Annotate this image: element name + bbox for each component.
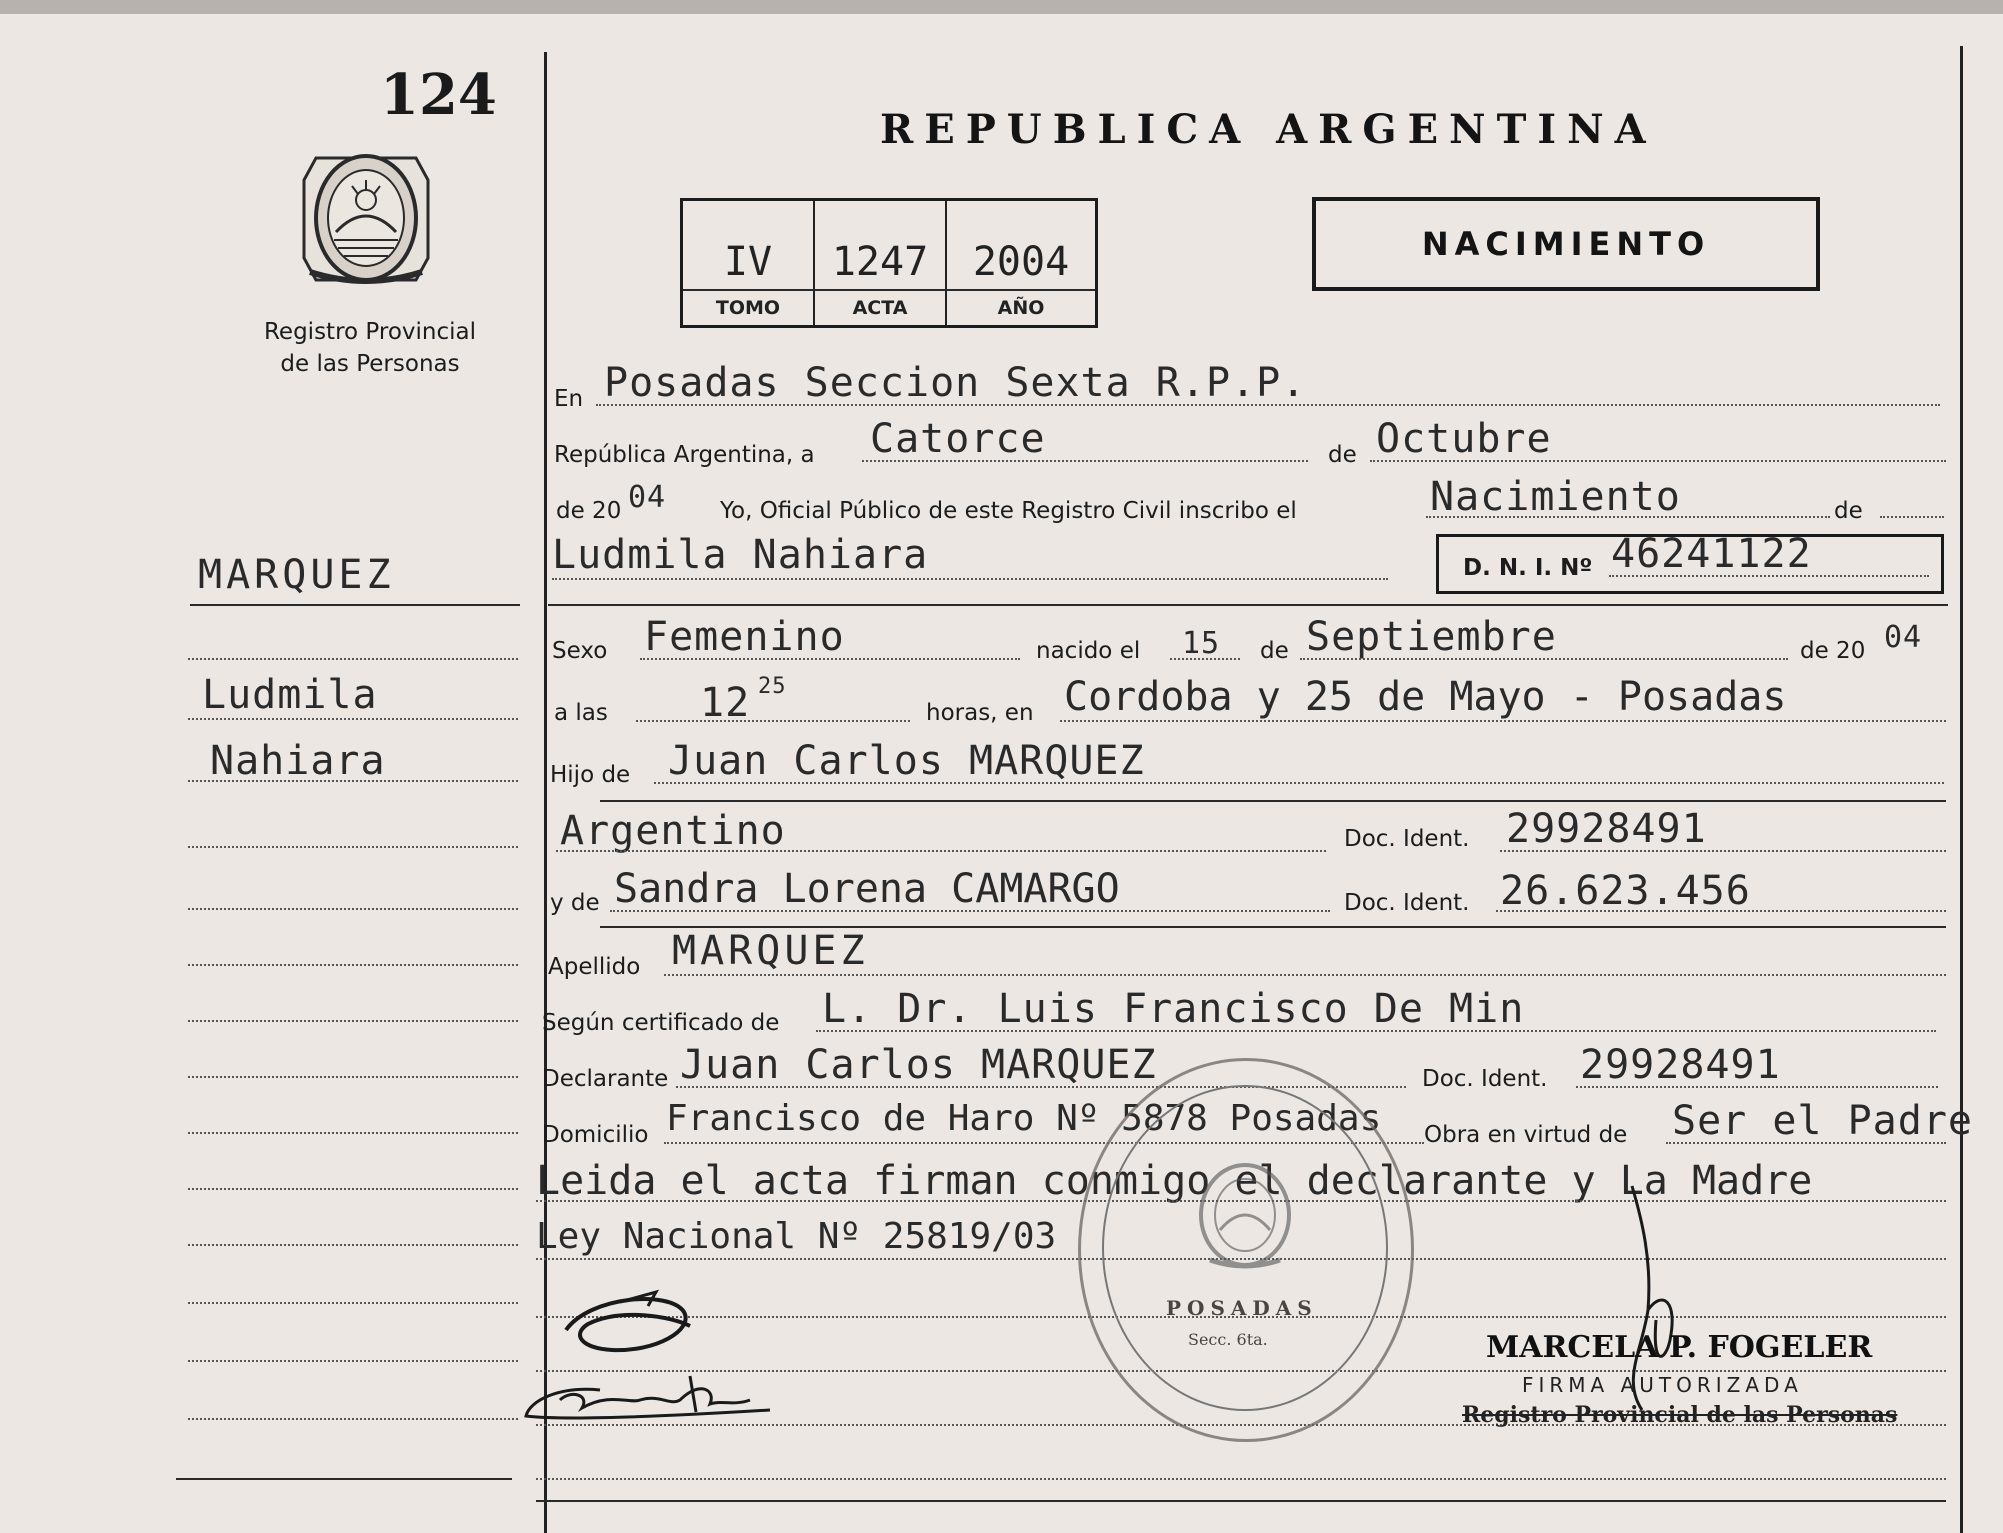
- dni-value: 46241122: [1611, 531, 1812, 577]
- father-name: Juan Carlos MARQUEZ: [668, 738, 1145, 784]
- anio-year-suffix: 04: [628, 480, 667, 515]
- nacido-month: Septiembre: [1306, 614, 1557, 660]
- stamp-section: Secc. 6ta.: [1188, 1330, 1268, 1349]
- margin-given-name-2: Nahiara: [210, 738, 386, 784]
- domicilio-value: Francisco de Haro Nº 5878 Posadas: [666, 1098, 1382, 1139]
- declarant-signature: [560, 1286, 700, 1366]
- hora-hour: 12: [700, 680, 751, 726]
- father-doc: 29928491: [1506, 806, 1707, 852]
- father-doc-label: Doc. Ident.: [1344, 826, 1470, 852]
- apellido-label: Apellido: [548, 954, 641, 980]
- official-org: Registro Provincial de las Personas: [1462, 1402, 1898, 1428]
- acta-value: 1247: [831, 239, 929, 285]
- birth-place: Cordoba y 25 de Mayo - Posadas: [1064, 674, 1787, 720]
- note-line-1: Leida el acta firman conmigo el declarante y La Madre: [536, 1158, 1813, 1204]
- tomo-label: TOMO: [715, 297, 781, 319]
- declarante-doc: 29928491: [1580, 1042, 1781, 1088]
- en-value: Posadas Seccion Sexta R.P.P.: [604, 360, 1307, 406]
- declarante-label: Declarante: [542, 1066, 669, 1092]
- hora-minutes: 25: [758, 674, 787, 699]
- nacido-year-suffix: 04: [1884, 620, 1923, 655]
- horas-en-label: horas, en: [926, 700, 1034, 726]
- official-name: MARCELA P. FOGELER: [1486, 1330, 1873, 1365]
- dni-box: [1436, 531, 1944, 594]
- certificado-label: Según certificado de: [542, 1010, 780, 1036]
- margin-surname-rule: [190, 604, 520, 606]
- ano-value: 2004: [972, 239, 1070, 285]
- y-de-label: y de: [550, 890, 600, 916]
- acta-label: ACTA: [852, 297, 908, 319]
- anio-act-value: Nacimiento: [1430, 474, 1681, 520]
- register-box: [680, 198, 1098, 328]
- mother-doc: 26.623.456: [1500, 868, 1751, 914]
- anio-statement-label: Yo, Oficial Público de este Registro Civil inscribo el: [720, 498, 1297, 524]
- declarante-doc-label: Doc. Ident.: [1422, 1066, 1548, 1092]
- official-title: FIRMA AUTORIZADA: [1522, 1373, 1803, 1397]
- dni-label: D. N. I. Nº: [1463, 555, 1593, 581]
- sexo-label: Sexo: [552, 638, 608, 664]
- country-title: REPUBLICA ARGENTINA: [880, 106, 1657, 153]
- provincia-misiones-seal-icon: [296, 140, 436, 290]
- declarante-name: Juan Carlos MARQUEZ: [680, 1042, 1157, 1088]
- tomo-cell: [683, 201, 813, 325]
- tomo-value: IV: [723, 239, 773, 285]
- child-name: Ludmila Nahiara: [552, 532, 929, 578]
- mother-doc-label: Doc. Ident.: [1344, 890, 1470, 916]
- hijo-de-label: Hijo de: [550, 762, 631, 788]
- hora-label: a las: [554, 700, 608, 726]
- registry-office-line-1: Registro Provincial: [263, 319, 476, 345]
- nacido-de-label: de: [1260, 638, 1289, 664]
- nacido-day: 15: [1182, 626, 1221, 661]
- margin-surname: MARQUEZ: [198, 552, 395, 598]
- obra-value: Ser el Padre: [1672, 1098, 1973, 1144]
- domicilio-label: Domicilio: [542, 1122, 649, 1148]
- anio-prefix-label: de 20: [556, 498, 622, 524]
- stamp-emblem-icon: [1190, 1160, 1300, 1270]
- nacido-label: nacido el: [1036, 638, 1141, 664]
- fecha-month: Octubre: [1376, 416, 1552, 462]
- fecha-de-label: de: [1328, 442, 1357, 468]
- sexo-value: Femenino: [644, 614, 845, 660]
- obra-label: Obra en virtud de: [1424, 1122, 1628, 1148]
- scan-top-edge: [0, 0, 2003, 14]
- page-number: 124: [380, 62, 497, 128]
- nacido-year-label: de 20: [1800, 638, 1866, 664]
- mother-name: Sandra Lorena CAMARGO: [614, 866, 1120, 912]
- certificado-value: L. Dr. Luis Francisco De Min: [822, 986, 1525, 1032]
- registry-office-line-2: de las Personas: [280, 351, 460, 377]
- margin-given-name-1: Ludmila: [202, 672, 378, 718]
- en-label: En: [554, 386, 584, 412]
- father-nationality: Argentino: [560, 808, 786, 854]
- mother-signature: [520, 1360, 780, 1440]
- record-type-box: NACIMIENTO: [1312, 197, 1820, 291]
- apellido-value: MARQUEZ: [672, 928, 869, 974]
- registry-office-name: [230, 316, 510, 380]
- ano-cell: [947, 201, 1095, 325]
- stamp-city: POSADAS: [1166, 1296, 1318, 1320]
- fecha-a-label: República Argentina, a: [554, 442, 815, 468]
- fecha-day: Catorce: [870, 416, 1046, 462]
- right-border: [1960, 46, 1963, 1533]
- ano-label: AÑO: [997, 297, 1045, 319]
- margin-divider: [544, 52, 547, 1533]
- note-line-2: Ley Nacional Nº 25819/03: [536, 1216, 1057, 1257]
- acta-cell: [815, 201, 945, 325]
- anio-de-label: de: [1834, 498, 1863, 524]
